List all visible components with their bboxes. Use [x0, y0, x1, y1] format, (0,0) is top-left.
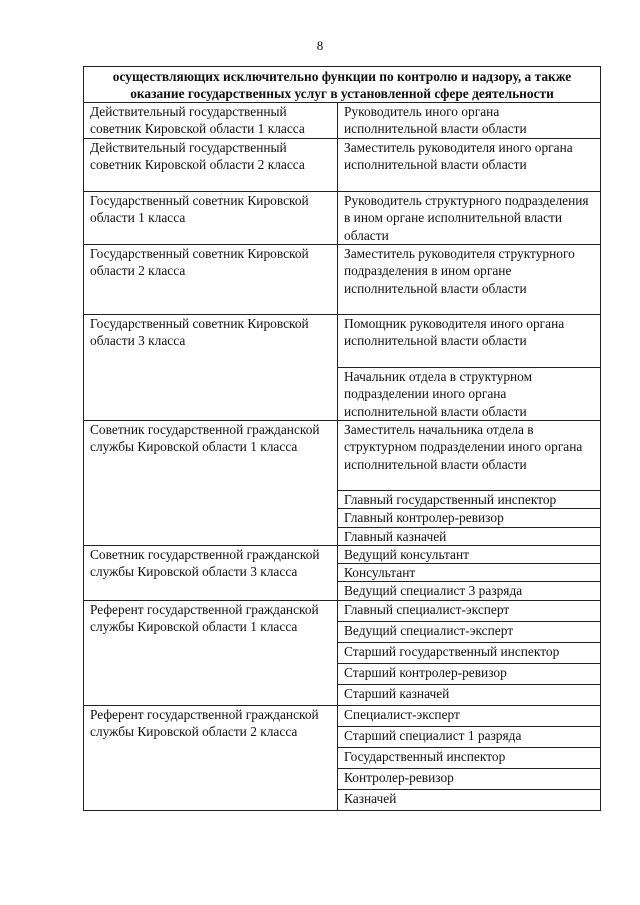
rank-cell: Советник государственной гражданской службы Кировской области 3 класса [84, 545, 338, 600]
position-cell: Руководитель иного органа исполнительной власти области [338, 103, 601, 139]
position-cell: Старший контролер-ревизор [338, 663, 601, 684]
table-row [84, 245, 601, 315]
position-cell: Заместитель руководителя структурного подразделения в ином органе исполнительной власти области [338, 245, 601, 315]
position-cell: Ведущий специалист 3 разряда [338, 582, 601, 600]
position-cell: Главный контролер-ревизор [338, 509, 601, 527]
rank-cell: Государственный советник Кировской области 2 класса [84, 245, 338, 315]
position-cell: Начальник отдела в структурном подразделении иного органа исполнительной власти области [338, 368, 601, 421]
position-cell: Старший казначей [338, 684, 601, 705]
position-cell: Специалист-эксперт [338, 705, 601, 726]
table-row [84, 103, 601, 139]
position-cell: Заместитель руководителя иного органа исполнительной власти области [338, 139, 601, 192]
rank-cell: Государственный советник Кировской области 3 класса [84, 315, 338, 421]
position-cell: Контролер-ревизор [338, 768, 601, 789]
rank-cell: Действительный государственный советник Кировской области 2 класса [84, 139, 338, 192]
position-cell: Заместитель начальника отдела в структурном подразделении иного органа исполнительной власти области [338, 421, 601, 491]
position-cell: Ведущий консультант [338, 545, 601, 563]
position-cell: Старший специалист 1 разряда [338, 726, 601, 747]
table-row [84, 192, 601, 245]
table-row [84, 315, 601, 368]
table-row [84, 705, 601, 726]
table-header: осуществляющих исключительно функции по контролю и надзору, а также оказание государственных услуг в установленной сфере деятельности [84, 67, 601, 103]
position-cell: Главный казначей [338, 527, 601, 545]
table-row [84, 139, 601, 192]
position-cell: Главный государственный инспектор [338, 491, 601, 509]
rank-cell: Государственный советник Кировской области 1 класса [84, 192, 338, 245]
table-row [84, 545, 601, 563]
table-header-row [84, 67, 601, 103]
position-cell: Ведущий специалист-эксперт [338, 621, 601, 642]
position-cell: Консультант [338, 564, 601, 582]
position-cell: Помощник руководителя иного органа исполнительной власти области [338, 315, 601, 368]
rank-cell: Референт государственной гражданской службы Кировской области 1 класса [84, 600, 338, 705]
rank-cell: Референт государственной гражданской службы Кировской области 2 класса [84, 705, 338, 810]
positions-table [83, 66, 601, 811]
position-cell: Главный специалист-эксперт [338, 600, 601, 621]
table-row [84, 600, 601, 621]
rank-cell: Действительный государственный советник Кировской области 1 класса [84, 103, 338, 139]
position-cell: Казначей [338, 789, 601, 810]
position-cell: Руководитель структурного подразделения в ином органе исполнительной власти области [338, 192, 601, 245]
page-number: 8 [316, 38, 324, 53]
position-cell: Государственный инспектор [338, 747, 601, 768]
rank-cell: Советник государственной гражданской службы Кировской области 1 класса [84, 421, 338, 546]
table-row [84, 421, 601, 491]
position-cell: Старший государственный инспектор [338, 642, 601, 663]
